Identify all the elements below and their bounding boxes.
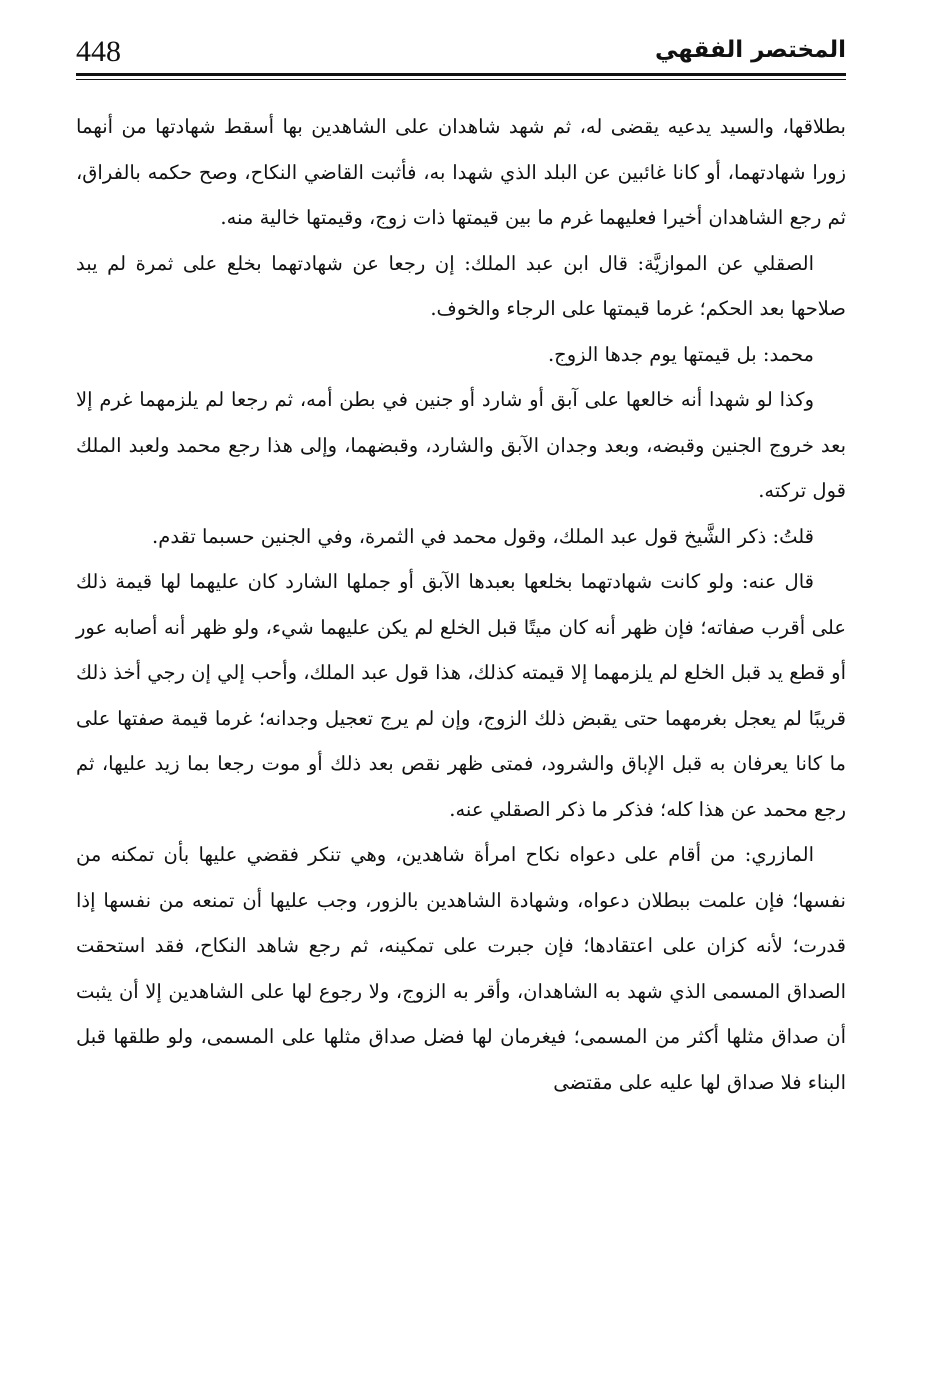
- paragraph: قلتُ: ذكر الشَّيخ قول عبد الملك، وقول محمد في الثمرة، وفي الجنين حسبما تقدم.: [152, 524, 814, 548]
- header-rule-thick: [76, 73, 846, 76]
- book-title: المختصر الفقهي: [655, 37, 846, 63]
- page-body: [76, 104, 846, 1105]
- paragraph: بطلاقها، والسيد يدعيه يقضى له، ثم شهد شاهدان على الشاهدين بها أسقط شهادتها من أنهما زورا شهادتهما، أو كانا غائبين عن البلد الذي شهدا به، فأثبت القاضي النكاح، وصح حكمه بالفراق، ثم رجع الشاهدان أخيرا فعليهما غرم ما بين قيمتها ذات زوج، وقيمتها خالية منه.: [76, 115, 846, 229]
- page-header: [76, 28, 846, 76]
- paragraph: قال عنه: ولو كانت شهادتهما بخلعها بعبدها الآبق أو جملها الشارد كان عليهما لها قيمة ذلك على أقرب صفاته؛ فإن ظهر أنه كان ميتًا قبل الخلع لم يكن عليهما شيء، ولو ظهر أنه أصابه عور أو قطع يد قبل الخلع لم يلزمهما إلا قيمته كذلك، هذا قول عبد الملك، وأحب إلي إن رجي أخذ ذلك قريبًا لم يعجل بغرمهما حتى يقبض ذلك الزوج، وإن لم يرج تعجيل وجدانه؛ غرما قيمة صفتها على ما كانا يعرفان به قبل الإباق والشرود، فمتى ظهر نقص بعد ذلك أو موت رجعا بما زيد عليها، ثم رجع محمد عن هذا كله؛ فذكر ما ذكر الصقلي عنه.: [76, 570, 846, 821]
- header-rule-thin: [76, 79, 846, 80]
- paragraph: محمد: بل قيمتها يوم جدها الزوج.: [547, 342, 814, 366]
- paragraph: الصقلي عن الموازيَّة: قال ابن عبد الملك: إن رجعا عن شهادتهما بخلع على ثمرة لم يبد صلاحها بعد الحكم؛ غرما قيمتها على الرجاء والخوف.: [76, 251, 846, 320]
- paragraph: المازري: من أقام على دعواه نكاح امرأة شاهدين، وهي تنكر فقضي عليها بأن تمكنه من نفسها؛ فإن علمت ببطلان دعواه، وشهادة الشاهدين بالزور، وجب عليها أن تمنعه من نفسها إذا قدرت؛ لأنه كزان على اعتقادها؛ فإن جبرت على تمكينه، ثم رجع شاهد النكاح، فقد استحقت الصداق المسمى الذي شهد به الشاهدان، وأقر به الزوج، ولا رجوع لها على الشاهدين إلا أن يثبت أن صداق مثلها أكثر من المسمى؛ فيغرمان لها فضل صداق مثلها على المسمى، ولو طلقها قبل البناء فلا صداق لها عليه على مقتضى: [76, 843, 846, 1094]
- paragraph: وكذا لو شهدا أنه خالعها على آبق أو شارد أو جنين في بطن أمه، ثم رجعا لم يلزمهما غرم إلا بعد خروج الجنين وقبضه، وبعد وجدان الآبق والشارد، وقبضهما، وإلى هذا رجع محمد ولعبد الملك قول تركته.: [76, 388, 846, 502]
- page-number: 448: [76, 35, 121, 68]
